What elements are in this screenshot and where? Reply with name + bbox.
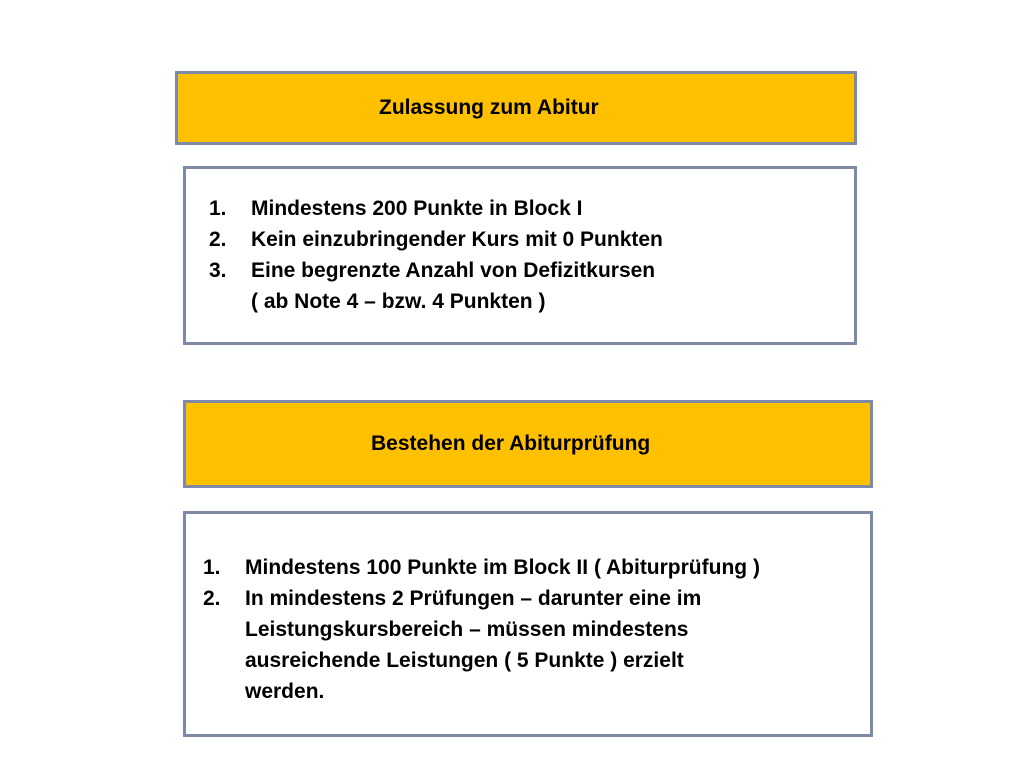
requirements-box-bestehen xyxy=(183,511,873,737)
list-number: 1. xyxy=(203,556,221,579)
requirements-box-zulassung xyxy=(183,166,857,345)
list-number: 1. xyxy=(209,197,227,220)
section-header-zulassung xyxy=(175,71,857,145)
list-item xyxy=(209,224,854,255)
list-text: werden. xyxy=(245,680,325,703)
section-title: Zulassung zum Abitur xyxy=(379,96,599,119)
list-text: Mindestens 100 Punkte im Block II ( Abiturprüfung ) xyxy=(245,556,760,579)
list-text: ausreichende Leistungen ( 5 Punkte ) erzielt xyxy=(245,649,684,672)
section-header-bestehen xyxy=(183,400,873,488)
list-item-continuation xyxy=(203,676,870,707)
list-text: Eine begrenzte Anzahl von Defizitkursen xyxy=(251,259,656,282)
list-text: In mindestens 2 Prüfungen – darunter eine im xyxy=(245,587,702,610)
list-item-continuation xyxy=(203,645,870,676)
list-number: 2. xyxy=(203,587,221,610)
list-number: 3. xyxy=(209,259,227,282)
list-number: 2. xyxy=(209,228,227,251)
numbered-list xyxy=(209,193,854,317)
list-item xyxy=(209,255,854,286)
list-item xyxy=(203,583,870,614)
section-title: Bestehen der Abiturprüfung xyxy=(371,432,651,455)
list-item-continuation xyxy=(203,614,870,645)
list-text: Leistungskursbereich – müssen mindestens xyxy=(245,618,689,641)
list-item xyxy=(203,552,870,583)
list-text: ( ab Note 4 – bzw. 4 Punkten ) xyxy=(251,290,546,313)
list-item xyxy=(209,193,854,224)
list-item-continuation xyxy=(209,286,854,317)
list-text: Kein einzubringender Kurs mit 0 Punkten xyxy=(251,228,663,251)
list-text: Mindestens 200 Punkte in Block I xyxy=(251,197,583,220)
numbered-list xyxy=(203,552,870,707)
